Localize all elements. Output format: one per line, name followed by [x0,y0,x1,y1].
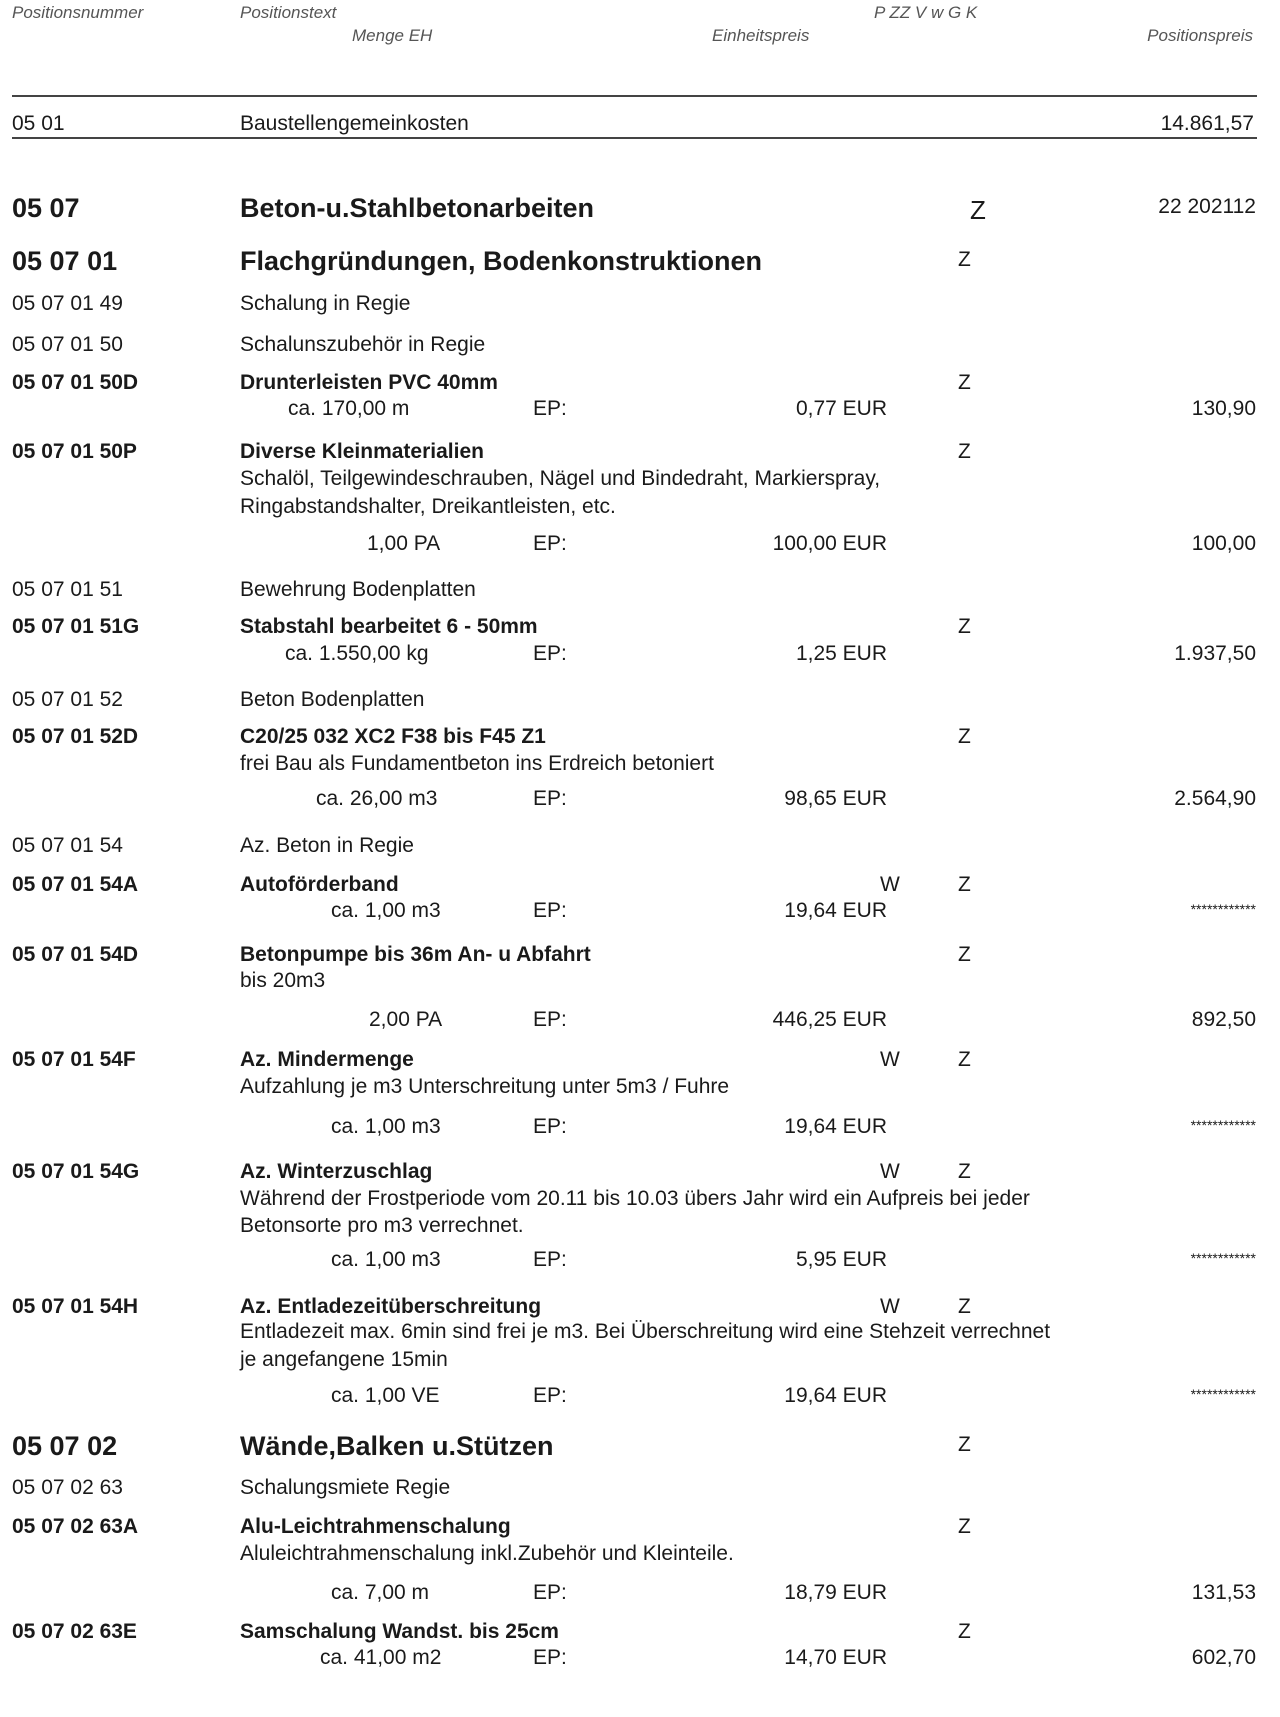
position-description: Aluleichtrahmenschalung inkl.Zubehör und Kleinteile. [240,1542,734,1565]
position-number: 05 07 01 [12,246,118,276]
position-number: 05 07 01 54D [12,943,139,966]
position-number: 05 07 01 54H [12,1295,139,1318]
masked-position-price: ************ [1190,1250,1256,1266]
position-title: Drunterleisten PVC 40mm [240,371,498,394]
unit-price: 1,25 EUR [795,642,887,665]
position-price: 130,90 [1191,397,1256,420]
flag-z: Z [958,873,971,896]
position-price: 131,53 [1191,1581,1256,1604]
quantity-unit: ca. 1,00 m3 [331,1115,441,1138]
position-number: 05 07 01 50D [12,371,139,394]
ep-label: EP: [533,1115,567,1138]
header-menge-eh: Menge EH [352,26,433,45]
header-positionsnummer: Positionsnummer [12,3,144,22]
unit-price: 446,25 EUR [772,1008,887,1031]
header-positionspreis: Positionspreis [1147,26,1253,45]
ep-label: EP: [533,532,567,555]
quantity-unit: 1,00 PA [367,532,441,555]
unit-price: 5,95 EUR [795,1248,887,1271]
header-divider [12,95,1257,97]
position-title: Az. Mindermenge [240,1048,414,1071]
unit-price: 14,70 EUR [784,1646,887,1669]
summary-text: Baustellengemeinkosten [240,112,469,135]
ep-label: EP: [533,787,567,810]
position-description: Betonsorte pro m3 verrechnet. [240,1214,524,1237]
quantity-unit: ca. 1,00 m3 [331,899,441,922]
position-number: 05 07 02 [12,1431,118,1461]
position-title: Diverse Kleinmaterialien [240,440,484,463]
quantity-unit: ca. 7,00 m [331,1581,430,1604]
flag-z: Z [958,1433,971,1456]
masked-position-price: ************ [1190,1386,1256,1402]
ep-label: EP: [533,397,567,420]
position-number: 05 07 02 63 [12,1476,123,1499]
flag-z: Z [958,1160,971,1183]
position-number: 05 07 [12,193,80,223]
position-title: Autoförderband [240,873,399,896]
position-title: Schalung in Regie [240,292,411,315]
position-description: Aufzahlung je m3 Unterschreitung unter 5m3 / Fuhre [240,1075,730,1098]
masked-position-price: ************ [1190,901,1256,917]
position-title: Az. Entladezeitüberschreitung [240,1295,542,1318]
ep-label: EP: [533,1581,567,1604]
position-price: 892,50 [1191,1008,1256,1031]
header-positionstext: Positionstext [240,3,337,22]
quantity-unit: ca. 1,00 VE [331,1384,440,1407]
ep-label: EP: [533,1008,567,1031]
unit-price: 19,64 EUR [784,899,887,922]
position-description: Schalöl, Teilgewindeschrauben, Nägel und Bindedraht, Markierspray, [240,467,881,490]
position-title: Az. Beton in Regie [240,834,414,857]
flag-z: Z [958,725,971,748]
position-price: 2.564,90 [1174,787,1256,810]
position-title: Beton-u.Stahlbetonarbeiten [240,193,595,223]
unit-price: 18,79 EUR [784,1581,887,1604]
flag-z: Z [958,371,971,394]
position-title: Beton Bodenplatten [240,688,425,711]
position-title: Betonpumpe bis 36m An- u Abfahrt [240,943,591,966]
summary-divider [12,137,1257,139]
position-description: Ringabstandshalter, Dreikantleisten, etc. [240,495,616,518]
ep-label: EP: [533,1384,567,1407]
ep-label: EP: [533,899,567,922]
unit-price: 0,77 EUR [795,397,887,420]
position-number: 05 07 01 51G [12,615,140,638]
flag-z: Z [958,1515,971,1538]
header-einheitspreis: Einheitspreis [712,26,810,45]
position-number: 05 07 02 63A [12,1515,139,1538]
quantity-unit: 2,00 PA [369,1008,443,1031]
position-description: frei Bau als Fundamentbeton ins Erdreich betoniert [240,752,714,775]
position-title: Az. Winterzuschlag [240,1160,433,1183]
position-number: 05 07 01 49 [12,292,123,315]
quantity-unit: ca. 1,00 m3 [331,1248,441,1271]
position-number: 05 07 01 50 [12,333,123,356]
flag-w: W [880,1295,900,1318]
position-description: Entladezeit max. 6min sind frei je m3. Bei Überschreitung wird eine Stehzeit verrechnet [240,1320,1051,1343]
position-title: Flachgründungen, Bodenkonstruktionen [240,246,762,276]
flag-z: Z [970,195,986,225]
unit-price: 19,64 EUR [784,1115,887,1138]
flag-z: Z [958,943,971,966]
flag-z: Z [958,248,971,271]
position-price: 100,00 [1191,532,1256,555]
ep-label: EP: [533,642,567,665]
unit-price: 100,00 EUR [772,532,887,555]
flag-w: W [880,1160,900,1183]
position-number: 05 07 01 52 [12,688,123,711]
quantity-unit: ca. 170,00 m [288,397,410,420]
position-title: Bewehrung Bodenplatten [240,578,476,601]
position-description: Während der Frostperiode vom 20.11 bis 10.03 übers Jahr wird ein Aufpreis bei jeder [240,1187,1030,1210]
position-description: je angefangene 15min [240,1348,448,1371]
position-price: 602,70 [1191,1646,1256,1669]
position-number: 05 07 01 54G [12,1160,140,1183]
position-price: 1.937,50 [1174,642,1256,665]
header-flags: P ZZ V w G K [874,3,978,22]
position-title: Alu-Leichtrahmenschalung [240,1515,511,1538]
flag-z: Z [958,1048,971,1071]
flag-z: Z [958,1620,971,1643]
flag-w: W [880,873,900,896]
unit-price: 98,65 EUR [784,787,887,810]
position-price: 22 202112 [1158,195,1256,218]
position-number: 05 07 01 54A [12,873,139,896]
summary-price: 14.861,57 [1160,112,1254,135]
flag-w: W [880,1048,900,1071]
position-title: C20/25 032 XC2 F38 bis F45 Z1 [240,725,546,748]
quantity-unit: ca. 26,00 m3 [316,787,438,810]
position-title: Schalungsmiete Regie [240,1476,451,1499]
quantity-unit: ca. 41,00 m2 [320,1646,442,1669]
ep-label: EP: [533,1646,567,1669]
position-number: 05 07 01 54 [12,834,123,857]
position-title: Stabstahl bearbeitet 6 - 50mm [240,615,538,638]
position-number: 05 07 01 52D [12,725,139,748]
position-number: 05 07 01 54F [12,1048,136,1071]
flag-z: Z [958,615,971,638]
position-number: 05 07 02 63E [12,1620,137,1643]
flag-z: Z [958,440,971,463]
flag-z: Z [958,1295,971,1318]
summary-number: 05 01 [12,112,65,135]
position-title: Schalunszubehör in Regie [240,333,486,356]
position-description: bis 20m3 [240,969,326,992]
position-title: Samschalung Wandst. bis 25cm [240,1620,559,1643]
unit-price: 19,64 EUR [784,1384,887,1407]
position-title: Wände,Balken u.Stützen [240,1431,554,1461]
quantity-unit: ca. 1.550,00 kg [285,642,429,665]
ep-label: EP: [533,1248,567,1271]
masked-position-price: ************ [1190,1117,1256,1133]
position-number: 05 07 01 50P [12,440,137,463]
position-number: 05 07 01 51 [12,578,123,601]
